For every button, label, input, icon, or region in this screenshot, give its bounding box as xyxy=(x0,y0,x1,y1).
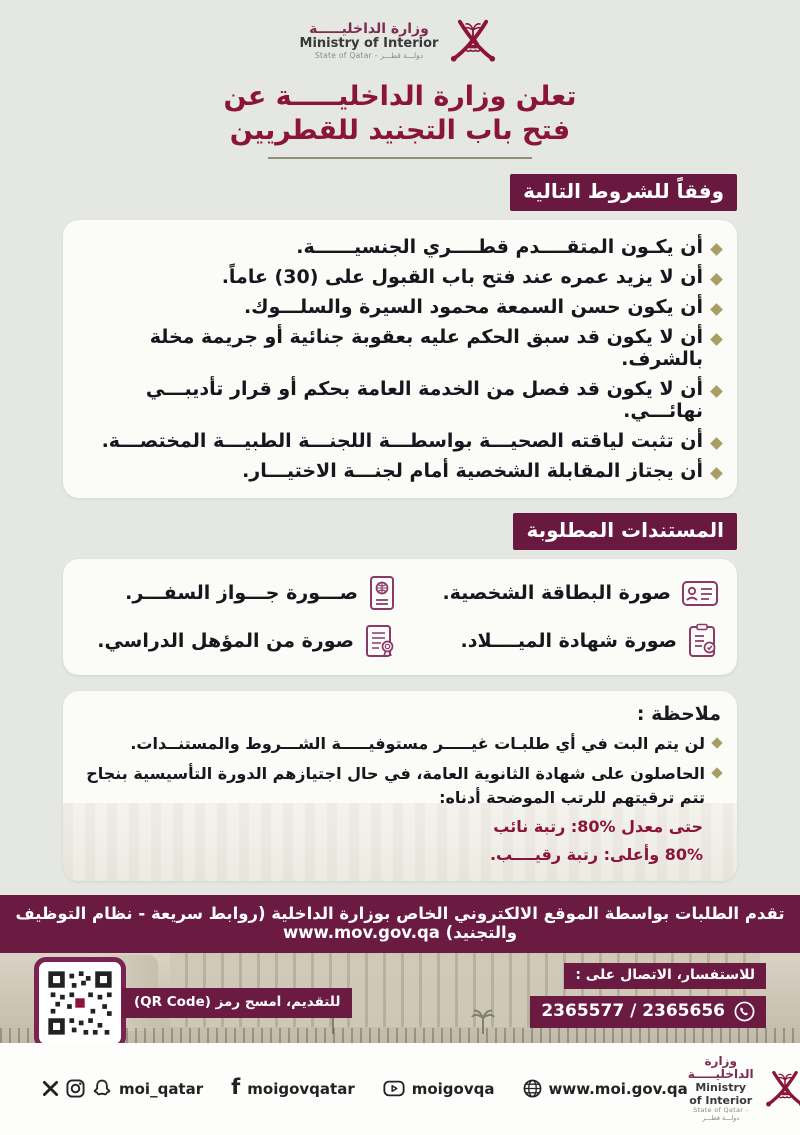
documents-section-header: المستندات المطلوبة xyxy=(513,513,737,550)
phone-icon xyxy=(734,1001,755,1022)
social-group-facebook xyxy=(231,1074,355,1099)
condition-item: أن يكـون المتقــــدم قطــــري الجنسيــــــة. xyxy=(79,232,721,262)
note-header: ملاحظة : xyxy=(636,702,721,725)
id-card-icon xyxy=(681,578,719,608)
document-item: صـــورة جـــواز السفـــر. xyxy=(81,575,396,611)
moi-emblem-icon xyxy=(762,1068,800,1110)
instagram-icon xyxy=(66,1079,85,1098)
contact-section xyxy=(530,963,766,1028)
moi-emblem-icon xyxy=(446,16,500,66)
contact-label: للاستفسار، الاتصال على : xyxy=(564,963,766,989)
title-underline xyxy=(268,157,532,159)
diamond-bullet-icon xyxy=(710,467,723,480)
diamond-bullet-icon xyxy=(711,737,722,748)
social-group-moi-qatar xyxy=(42,1079,203,1098)
diamond-bullet-icon xyxy=(711,767,722,778)
x-icon xyxy=(42,1080,59,1097)
note-item: الحاصلون على شهادة الثانوية العامة، في حال اجتيازهم الدورة التأسيسية بنجاح تتم ترقيتهم للرتب الموضحة أدناه: xyxy=(79,759,721,813)
logo-state-line: State of Qatar - دولـــة قطـــر xyxy=(693,1106,749,1122)
social-group-youtube xyxy=(383,1080,495,1098)
diamond-bullet-icon xyxy=(710,273,723,286)
passport-icon xyxy=(368,575,396,611)
facebook-icon: f xyxy=(231,1074,241,1099)
condition-item: أن يكون حسن السمعة محمود السيرة والسلـــوك. xyxy=(79,292,721,322)
note-card xyxy=(63,691,737,881)
diamond-bullet-icon xyxy=(710,333,723,346)
condition-item: أن تثبت لياقته الصحيـــة بواسطـــة اللجنـــة الطبيـــة المختصـــة. xyxy=(79,426,721,456)
snapchat-icon xyxy=(92,1079,112,1098)
contact-phone xyxy=(530,996,766,1028)
logo-name-english: Ministry of Interior xyxy=(689,1081,753,1107)
diamond-bullet-icon xyxy=(710,243,723,256)
moi-logo xyxy=(300,16,501,66)
building-photo xyxy=(0,953,800,1043)
apply-instructions-bar: تقدم الطلبات بواسطة الموقع الالكتروني الخاص بوزارة الداخلية (روابط سريعة - نظام التوظيف والتجنيد) www.mov.gov.qa xyxy=(0,895,800,953)
diploma-icon xyxy=(364,623,396,659)
qr-label: للتقديم، امسح رمز (QR Code) xyxy=(122,988,352,1018)
footer-website: www.moi.gov.qa xyxy=(548,1079,688,1098)
header xyxy=(0,0,800,66)
diamond-bullet-icon xyxy=(710,385,723,398)
handle-moigovqatar: moigovqatar xyxy=(247,1079,355,1098)
title-line-1: تعلن وزارة الداخليـــــة عن xyxy=(223,81,577,112)
document-item: صورة البطاقة الشخصية. xyxy=(404,575,719,611)
logo-name-arabic: وزارة الداخليـــــة xyxy=(309,21,429,38)
document-item: صورة من المؤهل الدراسي. xyxy=(81,623,396,659)
logo-name-arabic: وزارة الداخليـــــة xyxy=(687,1053,754,1082)
handle-moigovqa: moigovqa xyxy=(411,1079,495,1098)
phone-numbers: 2365577 / 2365656 xyxy=(541,1001,725,1021)
condition-item: أن لا يزيد عمره عند فتح باب القبول على (30) عاماً. xyxy=(79,262,721,292)
social-row xyxy=(42,1074,688,1099)
footer-moi-logo xyxy=(688,1055,800,1123)
social-group-website xyxy=(523,1079,688,1098)
globe-icon xyxy=(523,1079,542,1098)
handle-moi-qatar: moi_qatar xyxy=(119,1079,204,1098)
condition-item: أن لا يكون قد فصل من الخدمة العامة بحكم أو قرار تأديبـــي نهائـــي. xyxy=(79,374,721,426)
logo-name-english: Ministry of Interior xyxy=(299,36,439,52)
rank-line-raqib: 80% وأعلى: رتبة رقيــــب. xyxy=(489,844,703,864)
diamond-bullet-icon xyxy=(710,303,723,316)
documents-card xyxy=(63,559,737,675)
document-item: صورة شهادة الميــــلاد. xyxy=(404,623,719,659)
youtube-icon xyxy=(383,1080,405,1097)
diamond-bullet-icon xyxy=(710,437,723,450)
footer xyxy=(0,1043,800,1135)
birth-certificate-icon xyxy=(687,623,719,659)
condition-item: أن يجتاز المقابلة الشخصية أمام لجنـــة الاختيـــار. xyxy=(79,456,721,486)
title-line-2: فتح باب التجنيد للقطريين xyxy=(229,114,571,146)
page-title xyxy=(0,80,800,148)
note-item: لن يتم البت في أي طلبـات غيـــــر مستوفيـــــة الشـــروط والمستنــدات. xyxy=(79,729,721,759)
conditions-card xyxy=(63,220,737,498)
conditions-section-header: وفقاً للشروط التالية xyxy=(510,174,737,211)
condition-item: أن لا يكون قد سبق الحكم عليه بعقوبة جنائية أو جريمة مخلة بالشرف. xyxy=(79,322,721,374)
logo-state-line: State of Qatar - دولـــة قطـــر xyxy=(314,51,424,61)
rank-line-naib: حتى معدل %80: رتبة نائب xyxy=(493,816,703,836)
